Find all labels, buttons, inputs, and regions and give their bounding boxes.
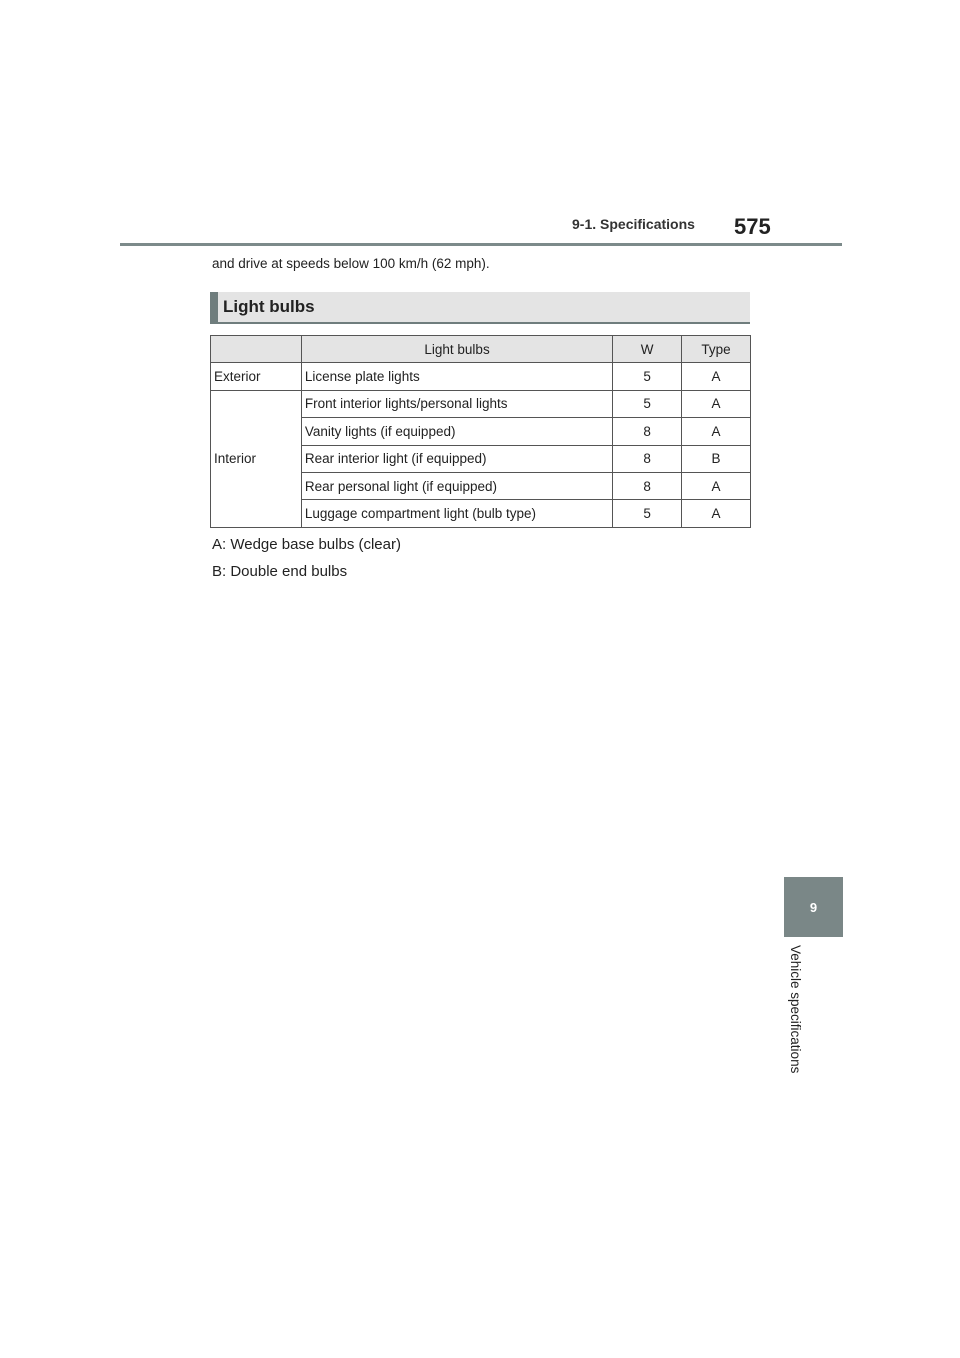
light-bulbs-table: [210, 335, 751, 528]
bulb-name: Rear interior light (if equipped): [301, 445, 612, 472]
chapter-tab: [784, 877, 843, 937]
page-number: 575: [734, 214, 771, 239]
header-section-title: 9-1. Specifications: [572, 216, 695, 232]
bulb-type: A: [682, 500, 751, 527]
bulb-type: A: [682, 472, 751, 499]
category-exterior: Exterior: [211, 363, 302, 390]
bulb-watts: 8: [613, 472, 682, 499]
bulb-name: Rear personal light (if equipped): [301, 472, 612, 499]
bulb-name: Luggage compartment light (bulb type): [301, 500, 612, 527]
bulb-name: Vanity lights (if equipped): [301, 418, 612, 445]
bulb-watts: 5: [613, 363, 682, 390]
table-row: [211, 390, 751, 417]
bulb-watts: 5: [613, 500, 682, 527]
bulb-type: B: [682, 445, 751, 472]
bulb-type: A: [682, 390, 751, 417]
category-interior: Interior: [211, 390, 302, 527]
header-w: W: [613, 336, 682, 363]
header-category: [211, 336, 302, 363]
header-rule: [120, 243, 842, 246]
legend-type-a: A: Wedge base bulbs (clear): [212, 536, 401, 553]
bulb-type: A: [682, 363, 751, 390]
bulb-name: Front interior lights/personal lights: [301, 390, 612, 417]
chapter-number: 9: [809, 899, 818, 915]
intro-text: and drive at speeds below 100 km/h (62 mph).: [212, 256, 490, 271]
section-title: Light bulbs: [223, 297, 315, 316]
table-header-row: [211, 336, 751, 363]
bulb-watts: 5: [613, 390, 682, 417]
table-row: [211, 363, 751, 390]
bulb-watts: 8: [613, 418, 682, 445]
bulb-name: License plate lights: [301, 363, 612, 390]
section-heading-bar: [210, 292, 750, 324]
header-light-bulbs: Light bulbs: [301, 336, 612, 363]
bulb-type: A: [682, 418, 751, 445]
header-type: Type: [682, 336, 751, 363]
bulb-watts: 8: [613, 445, 682, 472]
legend-type-b: B: Double end bulbs: [212, 563, 348, 580]
chapter-label: Vehicle specifications: [788, 945, 803, 1074]
